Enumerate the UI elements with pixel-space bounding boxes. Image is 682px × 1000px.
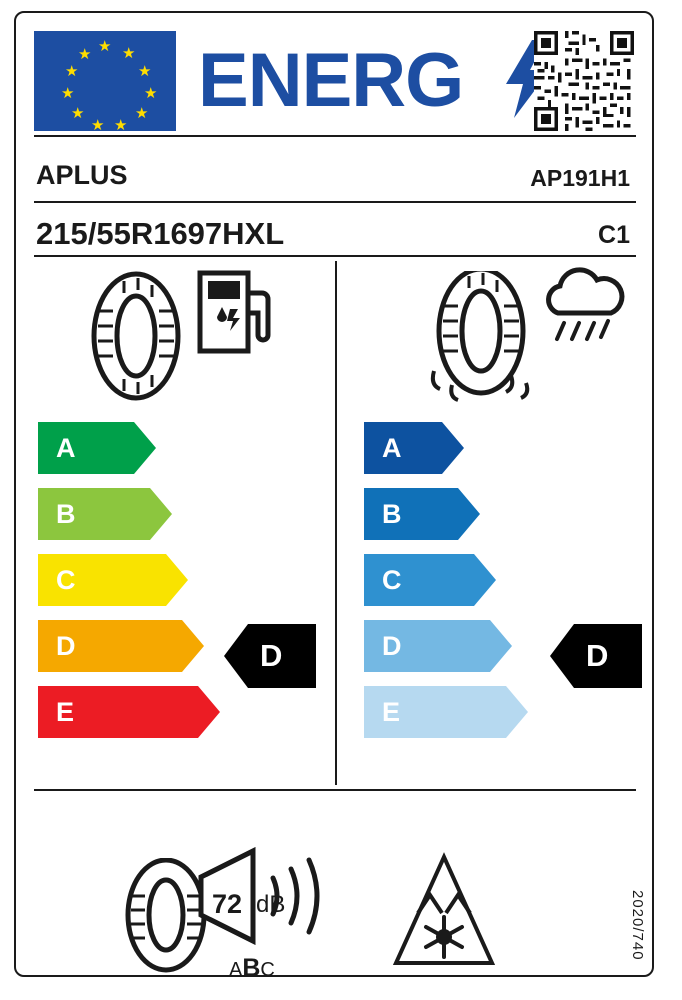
grade-letter: E xyxy=(382,697,401,727)
wet-grip-rating-letter: D xyxy=(586,638,609,673)
model-name: AP191H1 xyxy=(530,165,630,191)
energy-label-card xyxy=(14,11,654,982)
grade-letter: D xyxy=(382,631,402,661)
fuel-rating-letter: D xyxy=(260,638,283,673)
wet-grip-rating-marker xyxy=(550,624,642,688)
grade-row xyxy=(38,488,318,540)
grade-letter: B xyxy=(56,499,76,529)
brand-name: APLUS xyxy=(36,160,128,190)
fuel-rating-marker xyxy=(224,624,316,688)
grade-row xyxy=(364,554,644,606)
date-code: 2020/740 xyxy=(629,890,646,961)
label-header xyxy=(16,13,652,135)
page-title: ENERG xyxy=(198,38,464,123)
noise-class-scale xyxy=(229,954,275,982)
divider-size xyxy=(34,255,636,257)
divider-grades xyxy=(34,789,636,791)
noise-db-unit: dB xyxy=(256,891,286,918)
grade-letter: E xyxy=(56,697,75,727)
tyre-with-water-icon xyxy=(426,271,536,411)
three-peak-mountain-snowflake-icon xyxy=(388,851,500,973)
grade-row xyxy=(38,422,318,474)
grade-row xyxy=(364,422,644,474)
noise-section xyxy=(16,813,652,979)
grade-row xyxy=(38,686,318,738)
grade-letter: C xyxy=(56,565,76,595)
grade-row xyxy=(364,686,644,738)
grade-row xyxy=(364,488,644,540)
noise-db-value: 72 xyxy=(212,889,243,919)
qr-code-icon xyxy=(534,31,634,131)
noise-class-b: B xyxy=(242,954,261,982)
wet-grip-ladder xyxy=(364,422,644,752)
grade-letter: A xyxy=(56,433,76,463)
pictogram-row xyxy=(16,261,652,406)
grade-letter: C xyxy=(382,565,402,595)
grade-row xyxy=(38,554,318,606)
grade-letter: A xyxy=(382,433,402,463)
wet-grade-bar-a xyxy=(364,422,464,474)
fuel-efficiency-ladder xyxy=(38,422,318,752)
eu-flag-icon: ★ ★ ★ ★ ★ ★ ★ ★ ★ ★ ★ xyxy=(34,31,176,131)
divider-brand xyxy=(34,201,636,203)
tyre-class: C1 xyxy=(598,221,630,249)
noise-class-c: C xyxy=(260,959,275,981)
rain-cloud-icon xyxy=(538,267,628,353)
fuel-pump-icon xyxy=(194,269,274,355)
grade-letter: D xyxy=(56,631,76,661)
divider-header xyxy=(34,135,636,137)
grade-letter: B xyxy=(382,499,402,529)
tyre-icon xyxy=(86,271,186,401)
noise-class-a: A xyxy=(229,959,243,981)
tyre-size: 215/55R1697HXL xyxy=(36,216,285,251)
